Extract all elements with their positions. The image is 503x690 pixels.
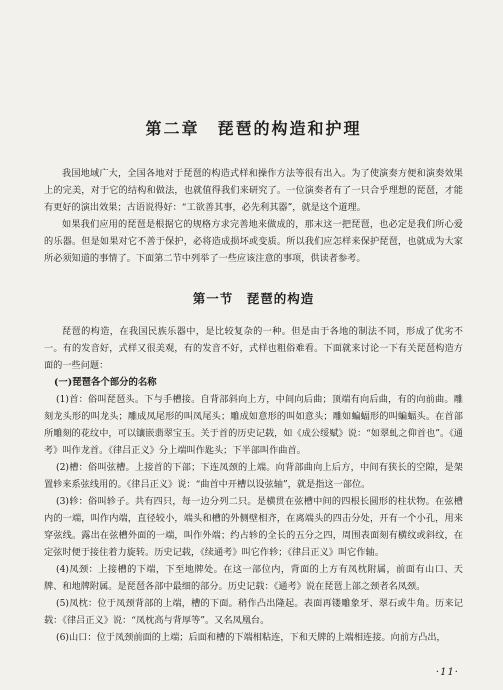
list-item: (4)凤颈：上接槽的下端，下至地牌处。在这一部位内，背面的上方有凤枕附属，前面有山口、天牌、和地牌附属。是琵琶各部中最细的部分。历史记载：《通考》说在琵琶上部之颈者名凤颈。	[44, 564, 463, 592]
section-paragraph: 琵琶的构造，在我国民族乐器中，是比较复杂的一种。但是由于各地的制法不同，形成了优劣不一。有的发音好，式样又很美观，有的发音不好，式样也粗俗难看。下面就来讨论一下有关琵琶构造方面的一些问题：	[44, 326, 463, 371]
subheading: (一)琵琶各个部分的名称	[54, 377, 157, 388]
list-item: (6)山口：位于凤颈前面的上端；后面和槽的下端相粘连，下和天牌的上端相连接。向前方凸出，	[56, 632, 446, 643]
section-title: 第一节 琵琶的构造	[192, 291, 315, 306]
intro-paragraph-1: 我国地域广大，全国各地对于琵琶的构造式样和操作方法等很有出入。为了使演奏方便和演奏效果上的完美，对于它的结构和做法，也就值得我们来研究了。一位演奏者有了一只合乎理想的琵琶，才能有更好的演出效果；古语说得好：“工欲善其事，必先利其器”，就是这个道理。	[44, 168, 463, 213]
intro-paragraph-2: 如果我们应用的琵琶是根据它的规格方求完善地来做成的，那末这一把琵琶，也必定是我们所心爱的乐器。但是如果对它不善于保护，必将造成损坏或变质。所以我们应怎样来保护琵琶，也就成为大家所必须知道的事情了。下面第二节中列举了一些应该注意的事项，供读者参考。	[44, 219, 463, 264]
page-number: ·11·	[435, 667, 459, 678]
list-item: (1)首：俗叫琵琶头。下与手槽接。自背部斜向上方，中间向后曲；顶端有向后曲，有的向前曲。雕刻龙头形的叫龙头；雕成凤尾形的叫凤尾头；雕成如意形的叫如意头；雕如蝙蝠形的叫蝙蝠头。在首部所雕刻的花纹中，可以镶嵌翡翠宝玉。关于首的历史记载，如《成公绥赋》说：“如翠虬之仰首也”。《通考》叫作龙首。《律吕正义》分上端叫作匙头；下半部叫作曲首。	[44, 394, 463, 456]
list-item: (2)槽：俗叫弦槽。上接首的下部；下连凤颈的上端。向背部曲向上后方，中间有狭长的空隙，是架置轸来系弦线用的。《律吕正义》说：“曲首中开槽以设弦轴”，就是指这一部位。	[44, 462, 463, 490]
list-item: (5)凤枕：位于凤颈背部的上端，槽的下面。稍作凸出隆起。表面再镂雕象牙、翠石或牛角。历来记载：《律吕正义》说：“凤枕高与背厚等”。又名凤凰台。	[44, 598, 463, 626]
chapter-title: 第二章 琵琶的构造和护理	[145, 119, 362, 138]
list-item: (3)轸：俗叫轸子。共有四只，每一边分列二只。是横贯在弦槽中间的四根长圆形的柱状物。在弦槽内的一端，叫作内端，直径较小，端头和槽的外侧壁相齐，在离端头的四击分处，开有一个小孔，用来穿弦线。露出在弦槽外面的一端，叫作外端；约占轸的全长的五分之四，周围表面刻有横纹或斜纹，在定弦时便于接住着力旋转。历史记载，《续通考》叫它作轸；《律吕正义》叫它作轴。	[44, 496, 463, 558]
